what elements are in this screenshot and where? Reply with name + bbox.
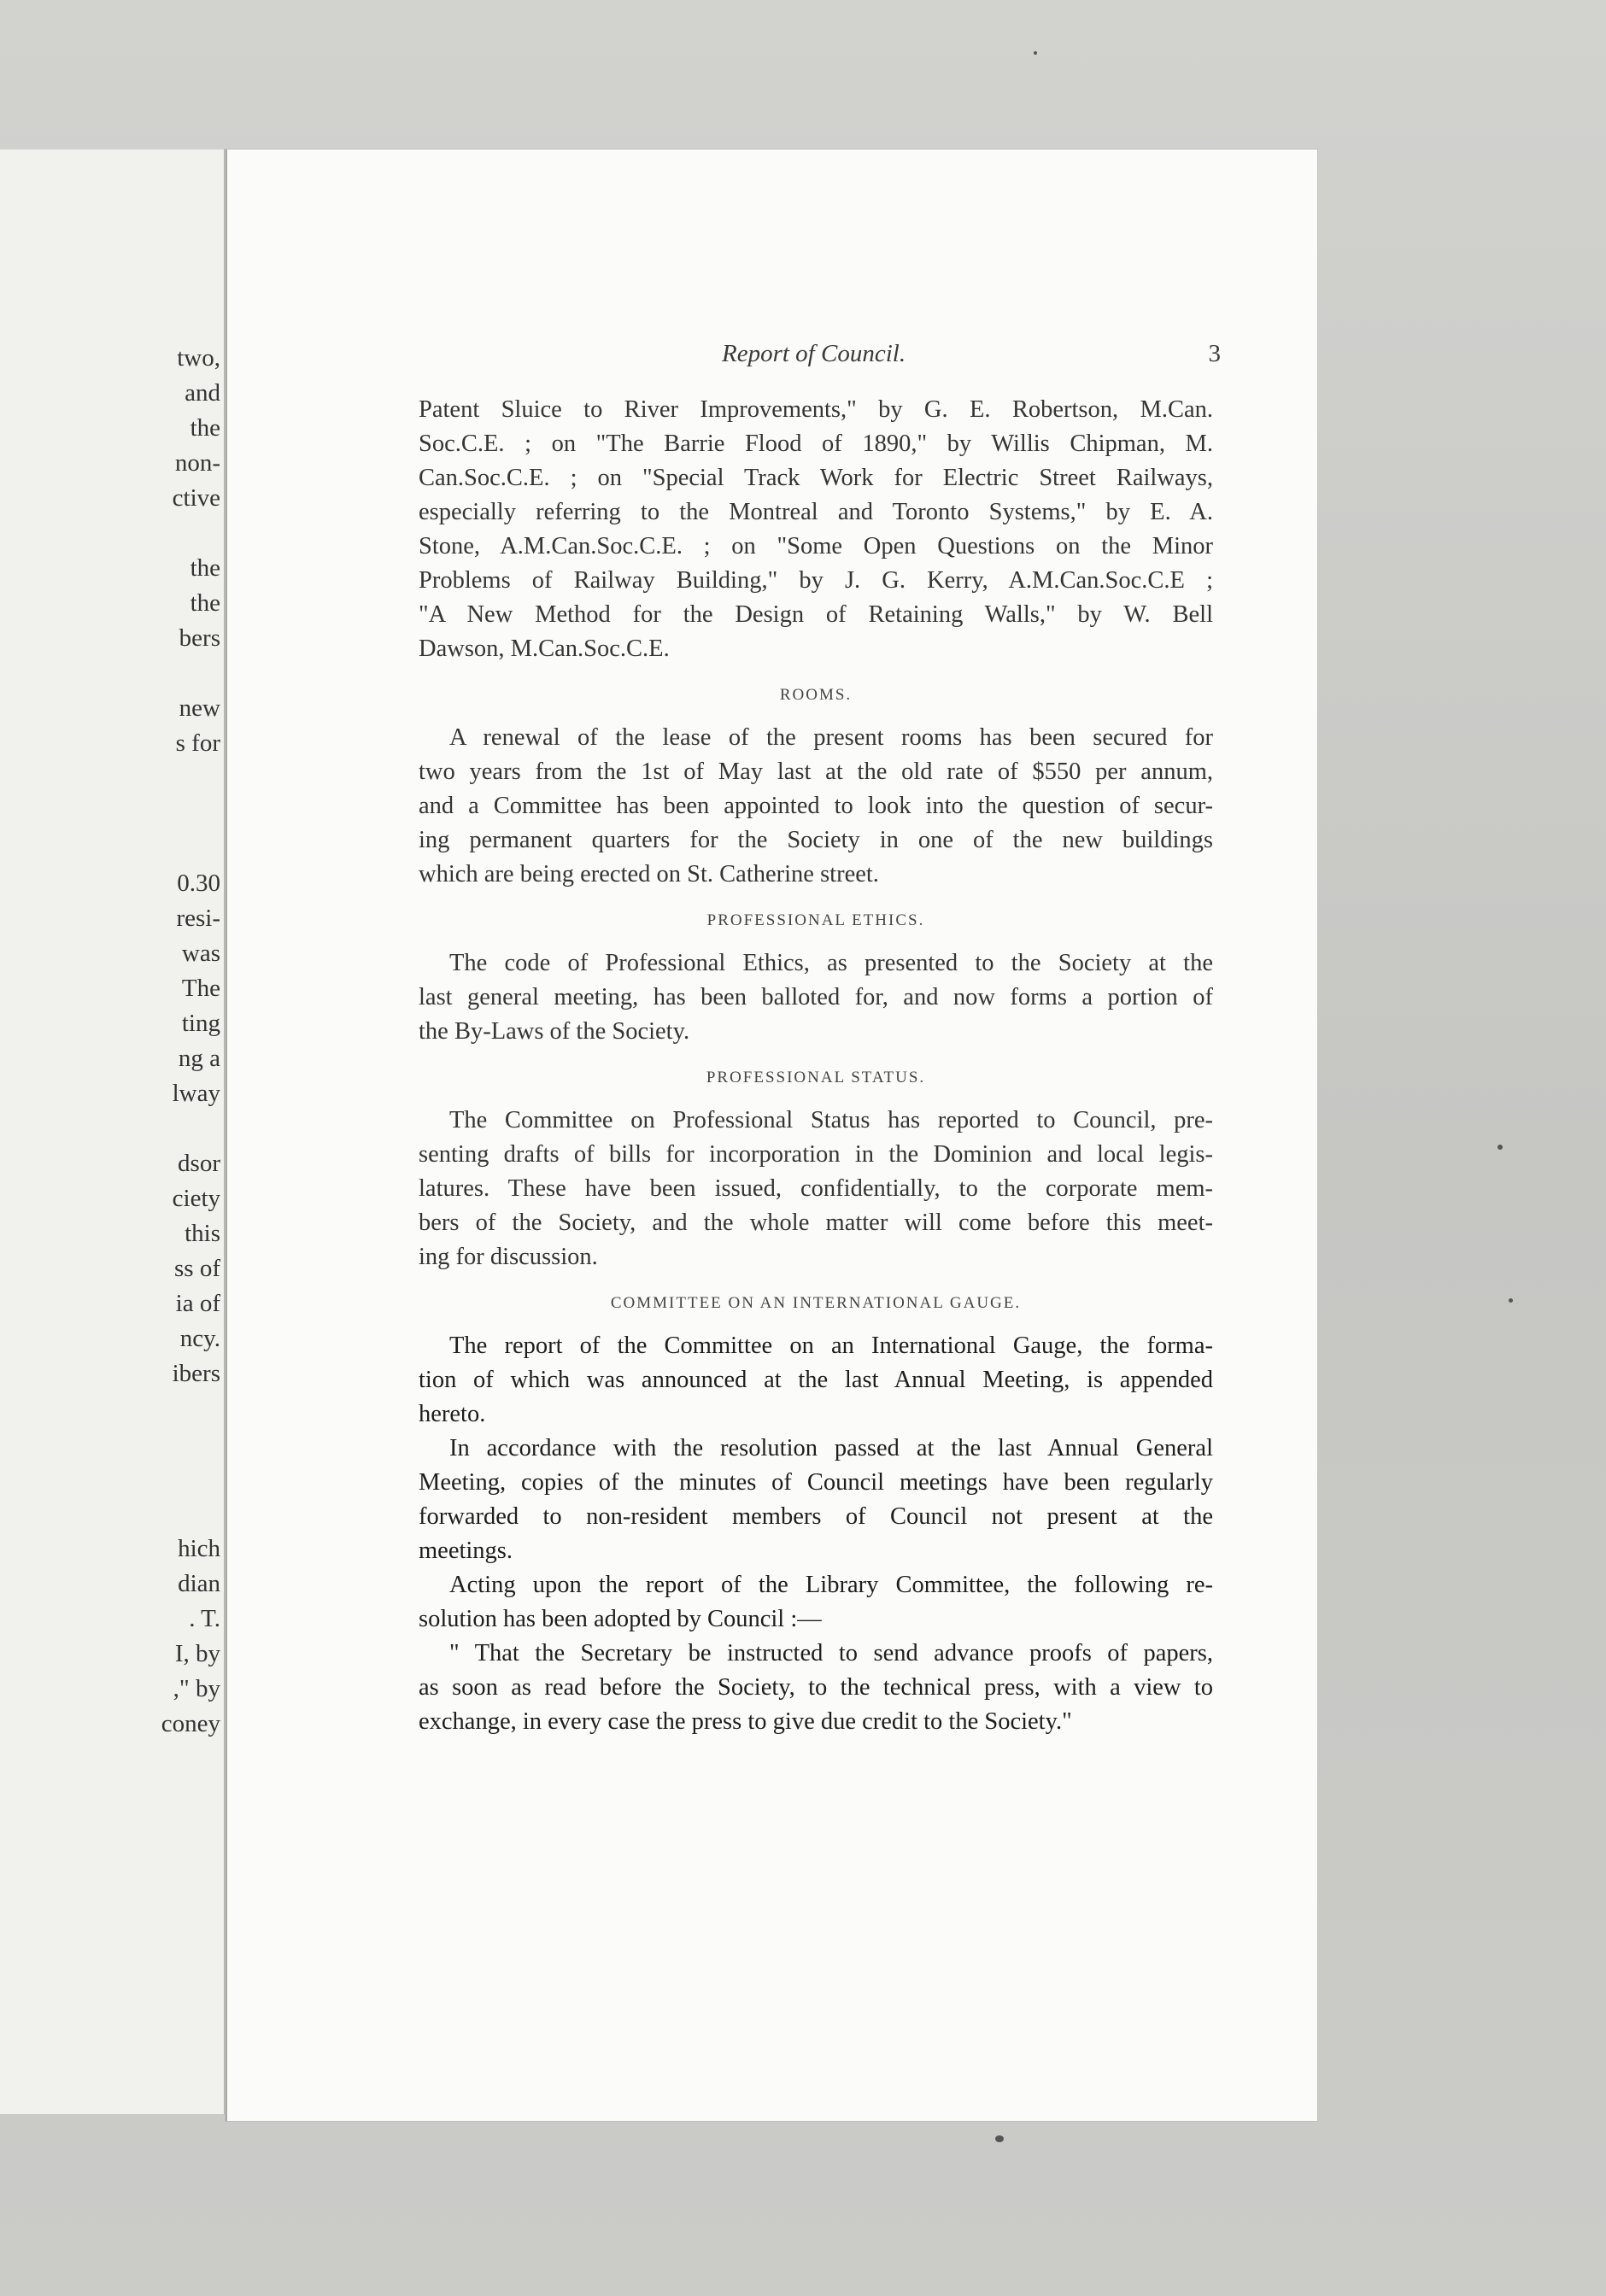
paper-list-paragraph <box>419 393 1213 666</box>
text-line: meetings. <box>419 1538 513 1564</box>
text-line: bers of the Society, and the whole matter will come before this meet- <box>419 1210 1213 1236</box>
text-line: forwarded to non-resident members of Council not present at the <box>419 1503 1213 1530</box>
left-page-fragment: hich <box>178 1535 220 1562</box>
left-page-fragment: was <box>181 940 220 967</box>
text-line: last general meeting, has been balloted for, and now forms a portion of <box>419 984 1213 1010</box>
left-page-fragment: the <box>190 589 220 617</box>
status-paragraph <box>419 1104 1213 1274</box>
text-line: the By-Laws of the Society. <box>419 1018 690 1045</box>
left-page-fragment: ting <box>181 1010 220 1037</box>
left-page-fragment: ," by <box>173 1675 220 1702</box>
left-page-fragment: dian <box>178 1570 220 1597</box>
left-page-fragment: ss of <box>174 1255 220 1282</box>
library-paragraph <box>419 1568 1213 1637</box>
left-page-fragment: coney <box>161 1710 220 1737</box>
left-page-fragment: the <box>190 554 220 582</box>
left-page-fragment: lway <box>172 1080 220 1107</box>
left-page-fragment: ng a <box>178 1045 220 1072</box>
rooms-heading: ROOMS. <box>779 686 853 704</box>
text-line: ing for discussion. <box>419 1244 598 1270</box>
rooms-paragraph <box>419 721 1213 892</box>
status-heading: PROFESSIONAL STATUS. <box>706 1069 926 1086</box>
ethics-paragraph <box>419 946 1213 1049</box>
text-line: and a Committee has been appointed to look into the question of secur- <box>419 793 1213 819</box>
text-line: Acting upon the report of the Library Committee, the following re- <box>449 1572 1213 1598</box>
text-line: Dawson, M.Can.Soc.C.E. <box>419 636 670 662</box>
text-line: ing permanent quarters for the Society in one of the new buildings <box>419 827 1213 853</box>
left-page-fragment: the <box>190 414 220 442</box>
scan-speck <box>995 2135 1004 2142</box>
left-page-fragment: bers <box>179 624 220 652</box>
text-line: The Committee on Professional Status has reported to Council, pre- <box>449 1107 1213 1133</box>
header-title: Report of Council. <box>722 340 906 367</box>
minutes-paragraph <box>419 1432 1213 1568</box>
running-header <box>491 340 1226 374</box>
text-line: two years from the 1st of May last at the old rate of $550 per annum, <box>419 758 1213 785</box>
left-page-fragment: ctive <box>172 484 220 512</box>
page-number: 3 <box>1208 340 1221 367</box>
left-page-fragment: ibers <box>172 1360 220 1387</box>
text-line: especially referring to the Montreal and Toronto Systems," by E. A. <box>419 499 1213 525</box>
left-page-fragment: I, by <box>174 1640 220 1667</box>
body-text <box>419 393 1213 1739</box>
left-page-fragment: non- <box>174 449 220 477</box>
text-line: Can.Soc.C.E. ; on "Special Track Work for Electric Street Railways, <box>419 465 1213 491</box>
left-page-fragment: The <box>181 975 220 1002</box>
text-line: The code of Professional Ethics, as presented to the Society at the <box>449 950 1213 976</box>
text-line: senting drafts of bills for incorporation in the Dominion and local legis- <box>419 1141 1213 1168</box>
text-line: " That the Secretary be instructed to send advance proofs of papers, <box>449 1640 1213 1666</box>
gauge-paragraph <box>419 1329 1213 1432</box>
left-page-fragment: ia of <box>175 1290 220 1317</box>
left-page-fragment: resi- <box>176 905 220 932</box>
text-line: latures. These have been issued, confidentially, to the corporate mem- <box>419 1175 1213 1202</box>
text-line: tion of which was announced at the last Annual Meeting, is appended <box>419 1367 1213 1393</box>
text-line: hereto. <box>419 1401 486 1427</box>
text-line: solution has been adopted by Council :— <box>419 1606 822 1632</box>
text-line: A renewal of the lease of the present rooms has been secured for <box>449 724 1213 751</box>
resolution-paragraph <box>419 1637 1213 1739</box>
left-page-fragment: new <box>179 694 220 722</box>
left-page-fragment: . T. <box>189 1605 220 1632</box>
text-line: "A New Method for the Design of Retaining Walls," by W. Bell <box>419 601 1213 628</box>
text-line: Soc.C.E. ; on "The Barrie Flood of 1890," by Willis Chipman, M. <box>419 430 1213 457</box>
text-line: Patent Sluice to River Improvements," by G. E. Robertson, M.Can. <box>419 396 1213 423</box>
scan-speck <box>1034 51 1037 55</box>
left-page-fragment: two, <box>177 344 220 372</box>
text-line: Stone, A.M.Can.Soc.C.E. ; on "Some Open Questions on the Minor <box>419 533 1213 559</box>
ethics-heading: PROFESSIONAL ETHICS. <box>706 911 925 929</box>
left-page-fragment: dsor <box>178 1150 220 1177</box>
left-page-fragment: ciety <box>172 1185 220 1212</box>
text-line: as soon as read before the Society, to the technical press, with a view to <box>419 1674 1213 1701</box>
text-line: exchange, in every case the press to give due credit to the Society." <box>419 1708 1072 1735</box>
left-page-fragment: s for <box>175 729 220 757</box>
scan-speck <box>1498 1145 1503 1150</box>
scan-speck <box>1509 1298 1513 1303</box>
text-line: which are being erected on St. Catherine street. <box>419 861 879 887</box>
left-page-fragment: ncy. <box>179 1325 220 1352</box>
gauge-heading: COMMITTEE ON AN INTERNATIONAL GAUGE. <box>610 1294 1022 1312</box>
text-line: Problems of Railway Building," by J. G. Kerry, A.M.Can.Soc.C.E ; <box>419 567 1213 594</box>
left-page-fragment: 0.30 <box>177 870 220 897</box>
left-page-edge <box>0 149 226 2114</box>
left-page-fragment: and <box>185 379 220 407</box>
text-line: Meeting, copies of the minutes of Council meetings have been regularly <box>419 1469 1213 1496</box>
text-line: The report of the Committee on an International Gauge, the forma- <box>449 1332 1213 1359</box>
left-page-fragment: this <box>185 1220 220 1247</box>
text-line: In accordance with the resolution passed at the last Annual General <box>449 1435 1213 1461</box>
